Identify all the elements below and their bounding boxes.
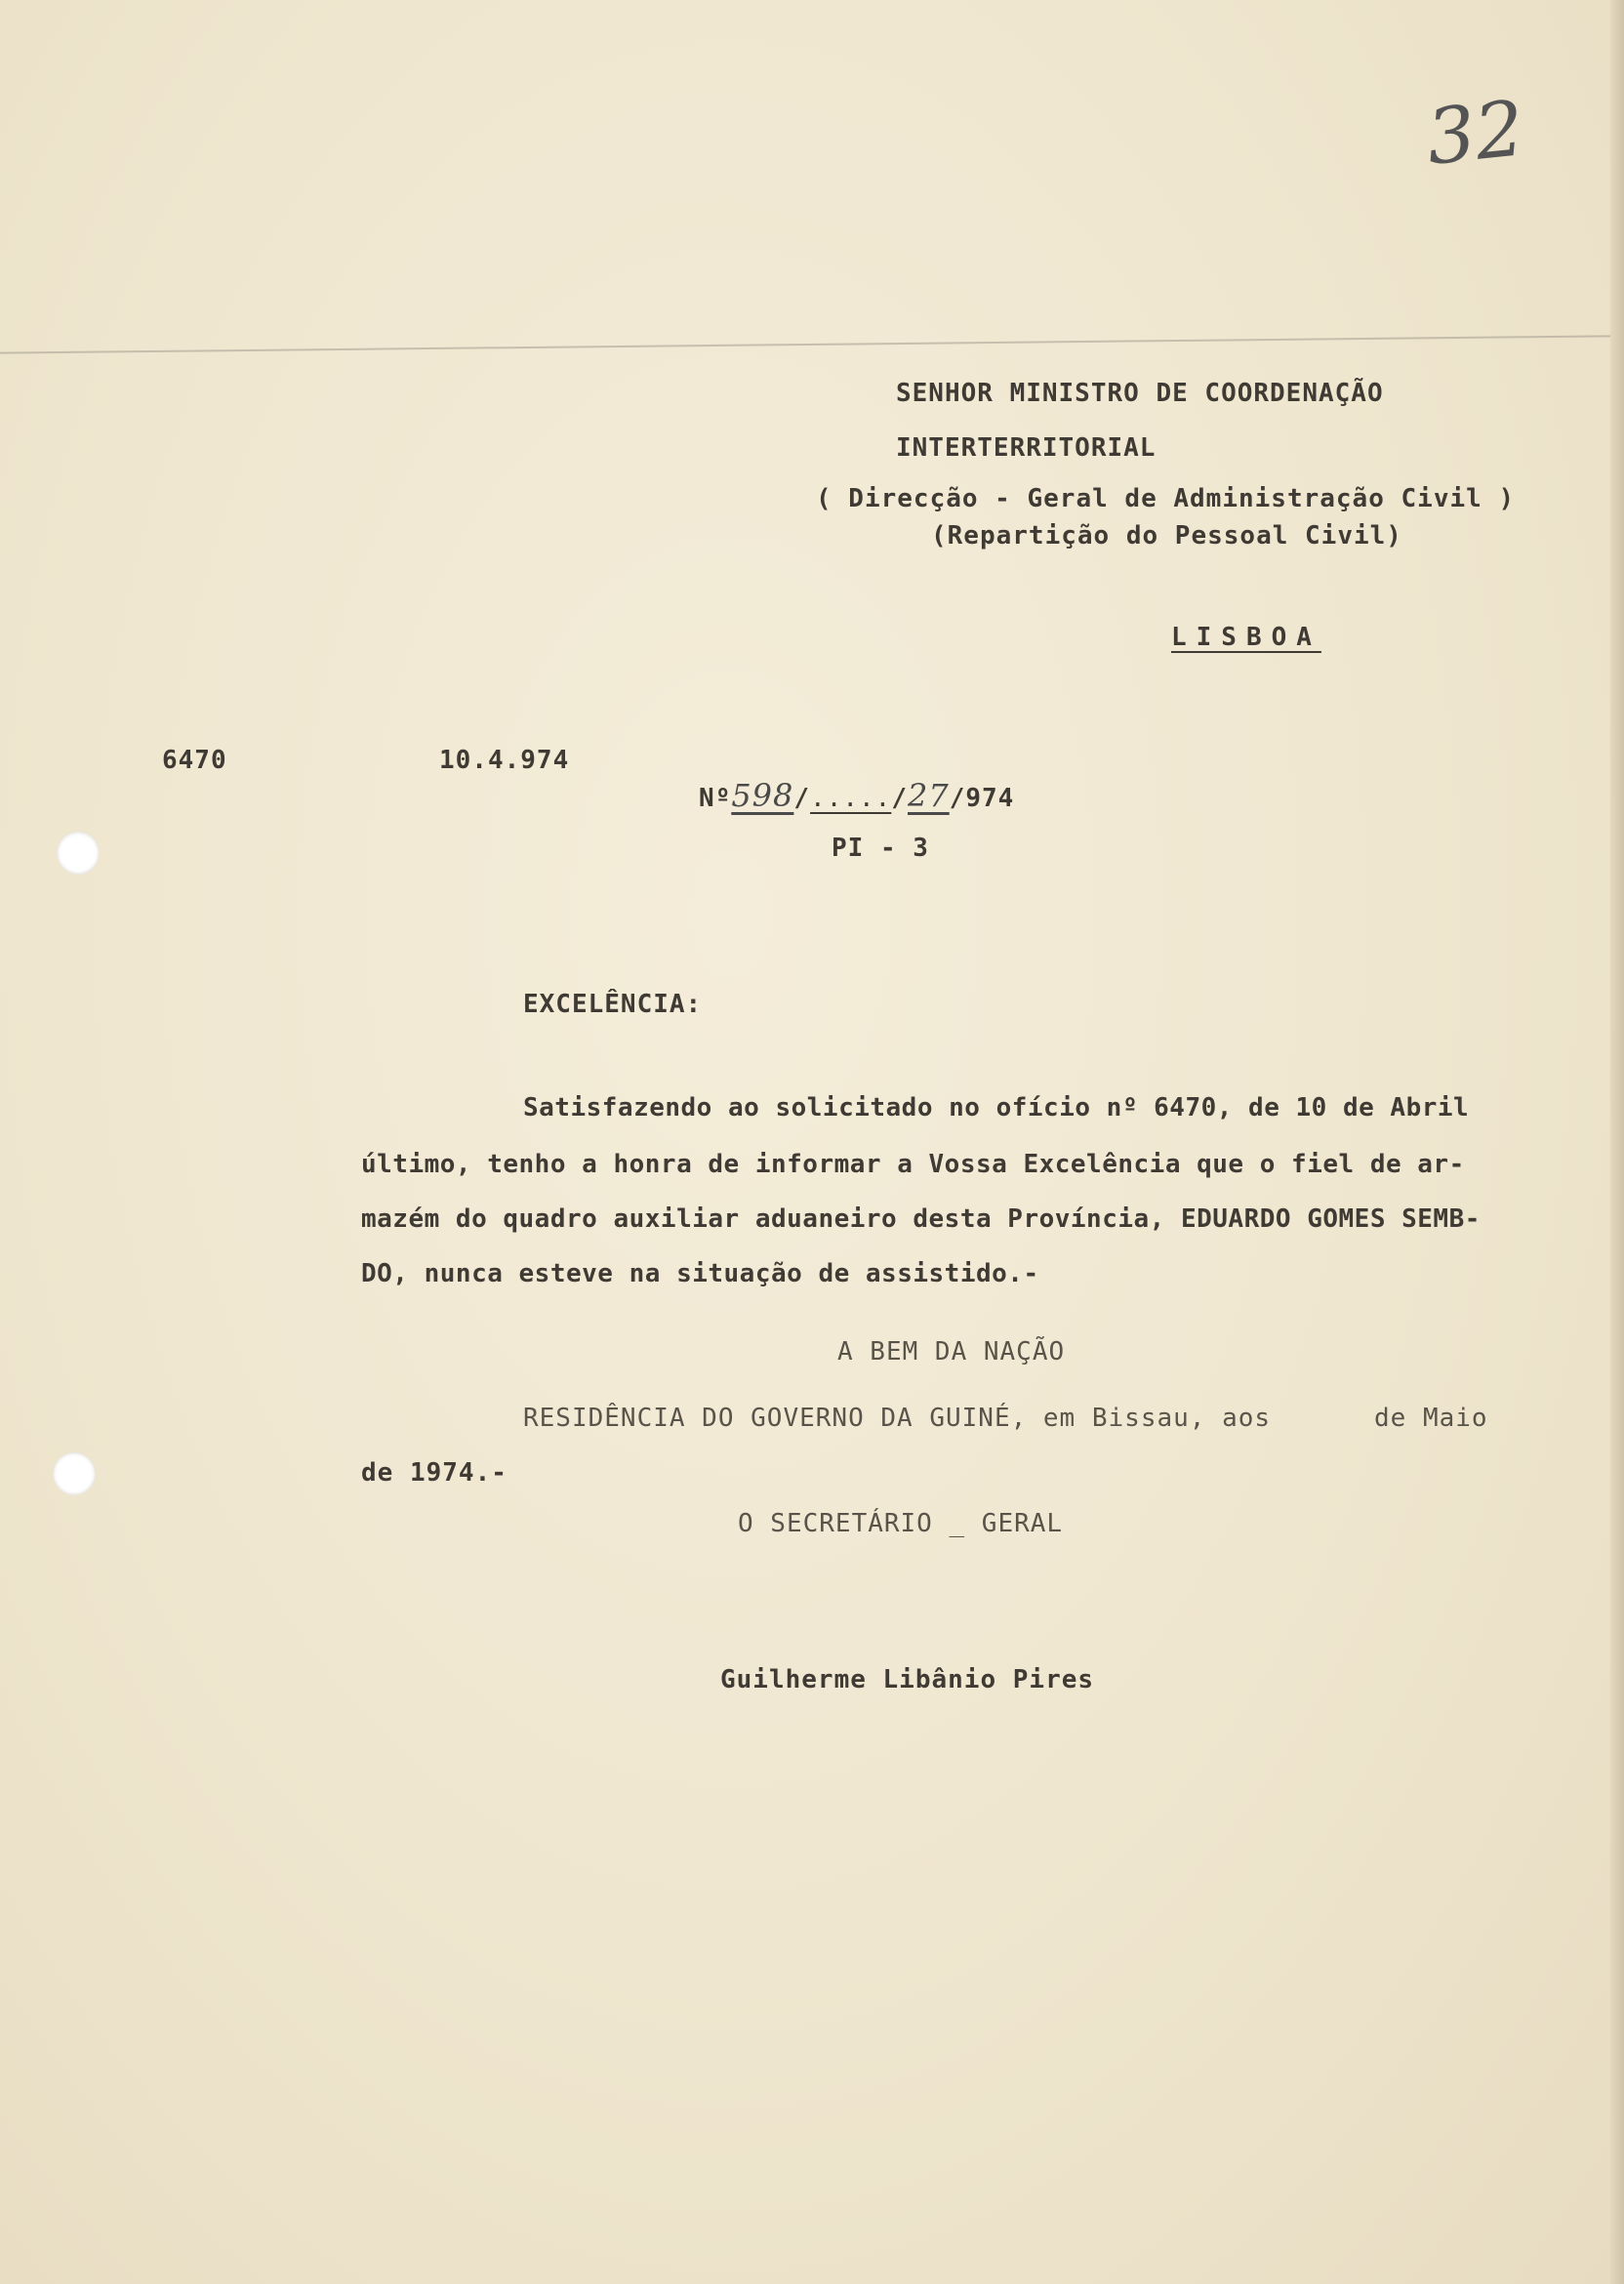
salutation: EXCELÊNCIA: [523,990,703,1019]
number-blank: ..... [810,784,892,813]
reference-date: 10.4.974 [439,746,570,775]
addressee-line-4: (Repartição do Pessoal Civil) [931,521,1402,551]
reference-number: 6470 [162,746,227,775]
body-line-1: Satisfazendo ao solicitado no ofício nº 6470, de 10 de Abril [523,1093,1470,1122]
location-line-2: de 1974.- [361,1458,508,1488]
number-prefix: Nº [699,784,732,813]
handwritten-page-number: 32 [1422,85,1528,183]
body-line-2: último, tenho a honra de informar a Vossa Excelência que o fiel de ar- [361,1150,1465,1179]
body-line-3: mazém do quadro auxiliar aduaneiro desta Província, EDUARDO GOMES SEMB- [361,1204,1481,1234]
location-line-1b: de Maio [1374,1404,1488,1433]
signatory-name: Guilherme Libânio Pires [720,1665,1095,1694]
number-mid-separator: / [891,784,908,813]
closing-phrase: A BEM DA NAÇÃO [837,1337,1066,1366]
body-line-4: DO, nunca esteve na situação de assistido.- [361,1259,1039,1288]
handwritten-number: 598 [731,777,794,814]
location-line-1a: RESIDÊNCIA DO GOVERNO DA GUINÉ, em Bissau, aos [523,1404,1272,1433]
punch-hole-top [57,832,100,875]
addressee-line-3: ( Direcção - Geral de Administração Civil ) [816,484,1516,513]
number-separator: / [793,784,811,813]
punch-hole-bottom [53,1452,96,1495]
faint-fold-line [0,335,1610,353]
signatory-title: O SECRETÁRIO _ GERAL [738,1509,1064,1538]
document-number [699,777,1014,814]
addressee-line-1: SENHOR MINISTRO DE COORDENAÇÃO [896,379,1384,408]
number-year: /974 [949,784,1015,813]
addressee-city: LISBOA [1171,623,1321,652]
paper-edge [1610,0,1624,2284]
addressee-line-2: INTERTERRITORIAL [896,433,1157,463]
handwritten-number-2: 27 [907,777,950,814]
document-code: PI - 3 [832,834,929,863]
